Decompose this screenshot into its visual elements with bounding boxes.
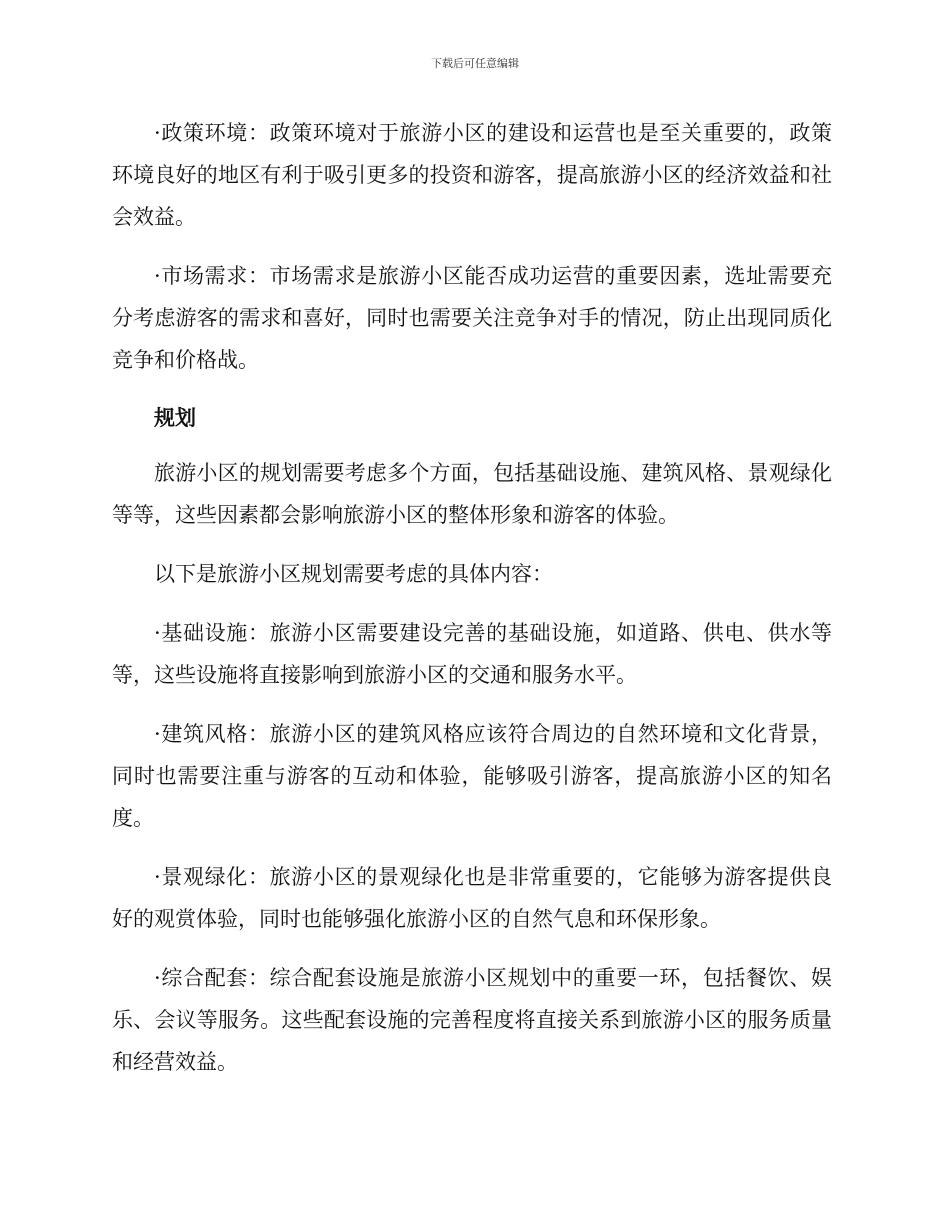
paragraph-market-demand: ·市场需求：市场需求是旅游小区能否成功运营的重要因素，选址需要充分考虑游客的需求和喜好，同时也需要关注竞争对手的情况，防止出现同质化竞争和价格战。 xyxy=(112,264,832,372)
section-heading-planning: 规划 xyxy=(154,406,196,430)
document-body xyxy=(112,112,832,1100)
paragraph-planning-list-intro: 以下是旅游小区规划需要考虑的具体内容： xyxy=(154,562,553,586)
paragraph-infrastructure: ·基础设施：旅游小区需要建设完善的基础设施，如道路、供电、供水等等，这些设施将直接影响到旅游小区的交通和服务水平。 xyxy=(112,621,832,687)
paragraph-architecture-style: ·建筑风格：旅游小区的建筑风格应该符合周边的自然环境和文化背景，同时也需要注重与游客的互动和体验，能够吸引游客，提高旅游小区的知名度。 xyxy=(112,722,832,830)
page-header: 下载后可任意编辑 xyxy=(431,57,519,70)
paragraph-landscape-greening: ·景观绿化：旅游小区的景观绿化也是非常重要的，它能够为游客提供良好的观赏体验，同时也能够强化旅游小区的自然气息和环保形象。 xyxy=(112,865,832,931)
paragraph-comprehensive-facilities: ·综合配套：综合配套设施是旅游小区规划中的重要一环，包括餐饮、娱乐、会议等服务。这些配套设施的完善程度将直接关系到旅游小区的服务质量和经营效益。 xyxy=(112,966,832,1074)
paragraph-planning-intro: 旅游小区的规划需要考虑多个方面，包括基础设施、建筑风格、景观绿化等等，这些因素都会影响旅游小区的整体形象和游客的体验。 xyxy=(112,461,832,527)
paragraph-policy-environment: ·政策环境：政策环境对于旅游小区的建设和运营也是至关重要的，政策环境良好的地区有利于吸引更多的投资和游客，提高旅游小区的经济效益和社会效益。 xyxy=(112,121,832,229)
